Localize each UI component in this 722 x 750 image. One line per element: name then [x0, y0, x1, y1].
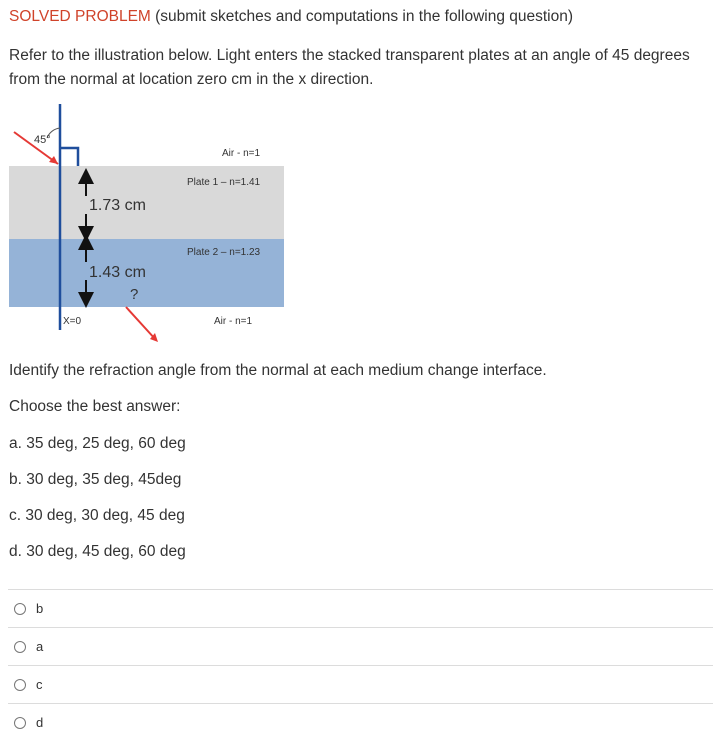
answer-label: b [36, 601, 44, 616]
exit-ray [126, 307, 156, 340]
choice-d: d. 30 deg, 45 deg, 60 deg [9, 543, 186, 560]
choice-list [9, 434, 186, 578]
refraction-diagram [0, 96, 300, 356]
answer-options [8, 589, 713, 741]
radio-button[interactable] [14, 717, 26, 729]
problem-heading [9, 8, 573, 26]
origin-label: X=0 [63, 316, 82, 327]
question-text: Identify the refraction angle from the normal at each medium change interface. [9, 362, 547, 379]
answer-label: d [36, 715, 44, 730]
answer-option-b[interactable] [8, 589, 713, 627]
choice-b: b. 30 deg, 35 deg, 45deg [9, 471, 182, 488]
radio-button[interactable] [14, 679, 26, 691]
solved-problem-label: SOLVED PROBLEM [9, 8, 151, 25]
problem-intro: Refer to the illustration below. Light enters the stacked transparent plates at an angle of 45 degrees from the normal at location zero cm in the x direction. [9, 47, 690, 88]
thickness2-label: 1.43 cm [89, 264, 146, 281]
answer-option-c[interactable] [8, 665, 713, 703]
answer-option-a[interactable] [8, 627, 713, 665]
air-top-label: Air - n=1 [222, 148, 261, 159]
radio-button[interactable] [14, 641, 26, 653]
right-angle-marker [60, 148, 78, 166]
answer-prompt: Choose the best answer: [9, 398, 181, 415]
angle-label: 45° [34, 134, 51, 146]
thickness1-label: 1.73 cm [89, 197, 146, 214]
plate1-label: Plate 1 – n=1.41 [187, 177, 261, 188]
answer-label: c [36, 677, 43, 692]
air-bottom-label: Air - n=1 [214, 316, 253, 327]
problem-instruction: (submit sketches and computations in the following question) [150, 8, 574, 25]
choice-a: a. 35 deg, 25 deg, 60 deg [9, 435, 186, 452]
choice-c: c. 30 deg, 30 deg, 45 deg [9, 507, 185, 524]
plate2-label: Plate 2 – n=1.23 [187, 247, 261, 258]
radio-button[interactable] [14, 603, 26, 615]
answer-option-d[interactable] [8, 703, 713, 741]
unknown-angle-label: ? [130, 286, 139, 303]
answer-label: a [36, 639, 44, 654]
